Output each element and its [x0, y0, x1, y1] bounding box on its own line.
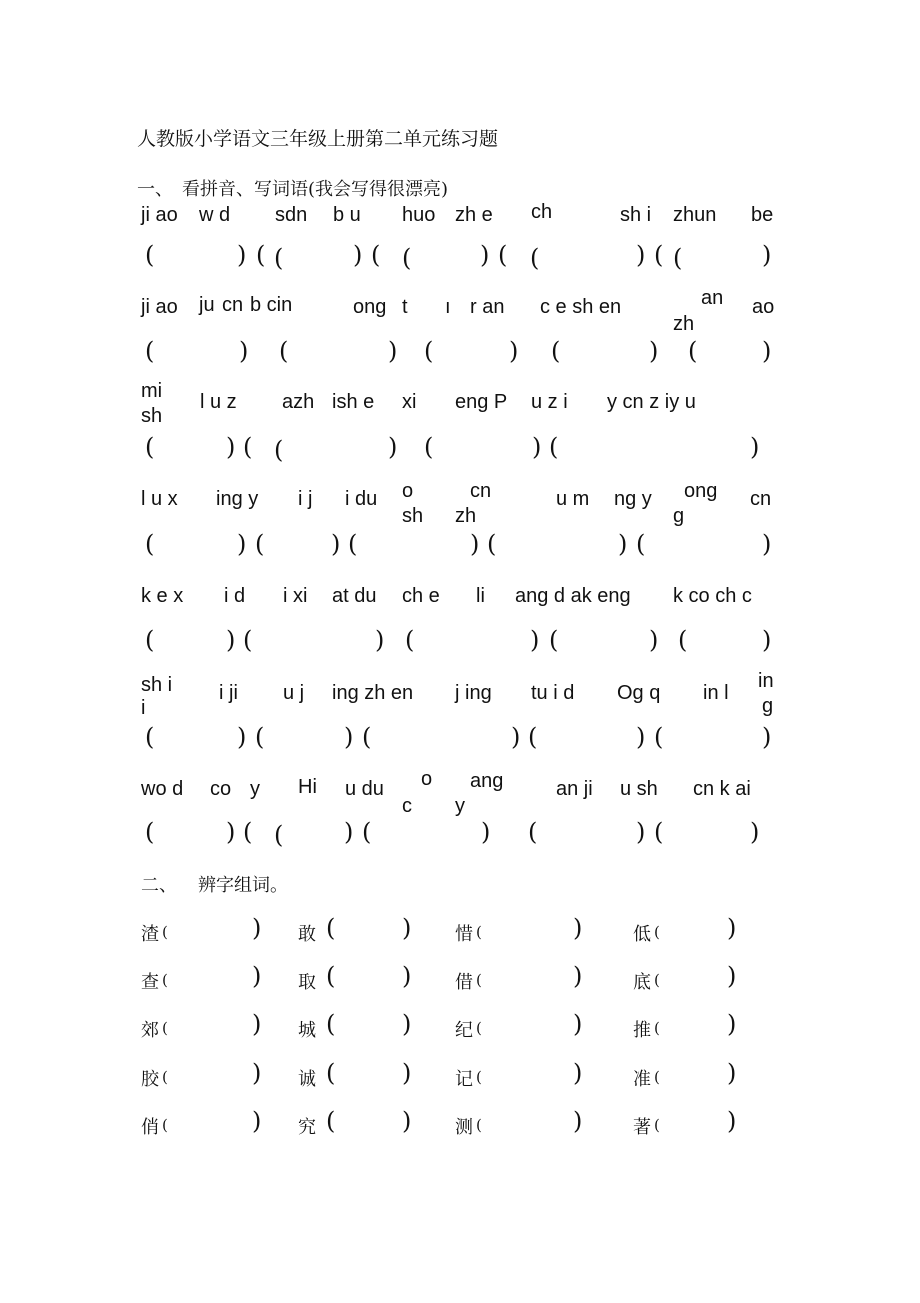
answer-paren-open: ( — [274, 244, 284, 272]
pinyin-syllable: at du — [332, 585, 377, 607]
answer-paren-close: ) — [573, 1107, 583, 1135]
char-label: 推 — [633, 1020, 651, 1041]
answer-paren-open: ( — [348, 530, 358, 558]
answer-paren-close: ) — [762, 723, 772, 751]
answer-paren-open: ( — [162, 923, 168, 941]
answer-paren-close: ) — [470, 530, 480, 558]
answer-paren-open: ( — [498, 241, 508, 269]
pinyin-syllable: y cn z iy u — [607, 391, 696, 413]
answer-paren-close: ) — [226, 818, 236, 846]
answer-paren-open: ( — [371, 241, 381, 269]
answer-paren-open: ( — [145, 337, 155, 365]
page-title: 人教版小学语文三年级上册第二单元练习题 — [137, 128, 499, 150]
answer-paren-open: ( — [528, 723, 538, 751]
pinyin-syllable: Og q — [617, 682, 661, 704]
section-1-number: 一、 — [137, 179, 173, 200]
answer-paren-open: ( — [402, 244, 412, 272]
answer-paren-close: ) — [402, 1107, 412, 1135]
pinyin-syllable: zhun — [673, 204, 717, 226]
answer-paren-close: ) — [750, 433, 760, 461]
answer-paren-close: ) — [239, 337, 249, 365]
pinyin-syllable: an ji — [556, 778, 593, 800]
answer-paren-close: ) — [344, 818, 354, 846]
answer-paren-close: ) — [226, 626, 236, 654]
char-label: 俏 — [141, 1117, 159, 1138]
answer-paren-open: ( — [326, 914, 336, 942]
pinyin-syllable: zh e — [455, 204, 493, 226]
pinyin-syllable: an — [701, 287, 724, 309]
pinyin-syllable: y — [455, 795, 465, 817]
answer-paren-close: ) — [252, 914, 262, 942]
answer-paren-open: ( — [405, 626, 415, 654]
pinyin-syllable: ao — [752, 296, 775, 318]
pinyin-syllable: w d — [199, 204, 231, 226]
answer-paren-close: ) — [237, 241, 247, 269]
pinyin-syllable: wo d — [141, 778, 184, 800]
pinyin-syllable: u z i — [531, 391, 568, 413]
answer-paren-close: ) — [762, 530, 772, 558]
pinyin-syllable: sh — [402, 505, 424, 527]
answer-paren-open: ( — [326, 1107, 336, 1135]
answer-paren-open: ( — [673, 244, 683, 272]
char-label: 诚 — [298, 1069, 316, 1090]
answer-paren-open: ( — [162, 1068, 168, 1086]
char-label: 胶 — [141, 1069, 159, 1090]
answer-paren-close: ) — [509, 337, 519, 365]
answer-paren-open: ( — [678, 626, 688, 654]
answer-paren-close: ) — [402, 1059, 412, 1087]
char-label: 低 — [633, 924, 651, 945]
answer-paren-close: ) — [237, 530, 247, 558]
answer-paren-open: ( — [476, 923, 482, 941]
answer-paren-close: ) — [353, 241, 363, 269]
answer-paren-open: ( — [243, 626, 253, 654]
char-label: 取 — [298, 972, 316, 993]
answer-paren-open: ( — [476, 971, 482, 989]
pinyin-syllable: eng P — [455, 391, 508, 413]
pinyin-syllable: ch — [531, 201, 553, 223]
answer-paren-close: ) — [573, 914, 583, 942]
pinyin-syllable: u j — [283, 682, 305, 704]
pinyin-syllable: xi — [402, 391, 417, 413]
answer-paren-open: ( — [274, 821, 284, 849]
pinyin-syllable: g — [673, 505, 685, 527]
char-label: 借 — [455, 972, 473, 993]
pinyin-syllable: u m — [556, 488, 590, 510]
pinyin-syllable: i ji — [219, 682, 238, 704]
pinyin-syllable: azh — [282, 391, 315, 413]
answer-paren-close: ) — [636, 818, 646, 846]
answer-paren-open: ( — [654, 723, 664, 751]
answer-paren-close: ) — [344, 723, 354, 751]
pinyin-syllable: y — [250, 778, 260, 800]
answer-paren-open: ( — [362, 723, 372, 751]
char-label: 准 — [633, 1069, 651, 1090]
pinyin-syllable: sh i — [141, 674, 173, 696]
answer-paren-close: ) — [762, 626, 772, 654]
answer-paren-open: ( — [145, 241, 155, 269]
pinyin-syllable: o — [421, 768, 433, 790]
answer-paren-open: ( — [326, 1010, 336, 1038]
answer-paren-close: ) — [252, 1107, 262, 1135]
pinyin-syllable: ju — [199, 294, 215, 316]
answer-paren-close: ) — [388, 433, 398, 461]
answer-paren-close: ) — [649, 337, 659, 365]
answer-paren-close: ) — [636, 723, 646, 751]
answer-paren-close: ) — [532, 433, 542, 461]
char-label: 底 — [633, 972, 651, 993]
answer-paren-close: ) — [402, 914, 412, 942]
answer-paren-open: ( — [256, 241, 266, 269]
answer-paren-open: ( — [255, 530, 265, 558]
pinyin-syllable: k e x — [141, 585, 184, 607]
answer-paren-open: ( — [487, 530, 497, 558]
answer-paren-open: ( — [145, 433, 155, 461]
pinyin-syllable: tu i d — [531, 682, 575, 704]
char-label: 渣 — [141, 924, 159, 945]
pinyin-syllable: cn — [470, 480, 492, 502]
answer-paren-open: ( — [654, 1068, 660, 1086]
pinyin-syllable: mi — [141, 380, 163, 402]
answer-paren-open: ( — [551, 337, 561, 365]
answer-paren-open: ( — [476, 1116, 482, 1134]
char-label: 纪 — [455, 1020, 473, 1041]
answer-paren-close: ) — [727, 914, 737, 942]
answer-paren-open: ( — [476, 1019, 482, 1037]
answer-paren-close: ) — [480, 241, 490, 269]
pinyin-syllable: ong — [684, 480, 718, 502]
pinyin-syllable: li — [476, 585, 485, 607]
answer-paren-open: ( — [145, 530, 155, 558]
answer-paren-open: ( — [326, 962, 336, 990]
pinyin-syllable: in — [758, 670, 774, 692]
answer-paren-open: ( — [145, 723, 155, 751]
pinyin-syllable: ji ao — [141, 204, 178, 226]
pinyin-syllable: c e sh en — [540, 296, 622, 318]
pinyin-syllable: i xi — [283, 585, 308, 607]
answer-paren-open: ( — [654, 971, 660, 989]
pinyin-syllable: be — [751, 204, 774, 226]
pinyin-syllable: ong — [353, 296, 387, 318]
pinyin-syllable: sdn — [275, 204, 308, 226]
pinyin-syllable: cn k ai — [693, 778, 751, 800]
char-label: 著 — [633, 1117, 651, 1138]
pinyin-syllable: ang — [470, 770, 504, 792]
section-2-heading: 辨字组词。 — [198, 875, 288, 896]
answer-paren-open: ( — [326, 1059, 336, 1087]
pinyin-syllable: l u z — [200, 391, 237, 413]
answer-paren-close: ) — [252, 962, 262, 990]
char-label: 记 — [455, 1069, 473, 1090]
char-label: 测 — [455, 1117, 473, 1138]
pinyin-syllable: huo — [402, 204, 436, 226]
char-label: 究 — [298, 1117, 316, 1138]
answer-paren-close: ) — [252, 1059, 262, 1087]
pinyin-syllable: ch e — [402, 585, 440, 607]
answer-paren-open: ( — [636, 530, 646, 558]
pinyin-syllable: cn — [750, 488, 772, 510]
pinyin-syllable: ji ao — [141, 296, 178, 318]
answer-paren-close: ) — [530, 626, 540, 654]
answer-paren-close: ) — [511, 723, 521, 751]
answer-paren-close: ) — [762, 241, 772, 269]
pinyin-syllable: cn — [222, 294, 244, 316]
answer-paren-close: ) — [636, 241, 646, 269]
answer-paren-close: ) — [618, 530, 628, 558]
section-1-heading: 看拼音、写词语(我会写得很漂亮) — [182, 179, 449, 200]
answer-paren-open: ( — [654, 241, 664, 269]
pinyin-syllable: in l — [703, 682, 729, 704]
pinyin-syllable: ı — [445, 296, 451, 318]
pinyin-syllable: ng y — [614, 488, 652, 510]
pinyin-syllable: b cin — [250, 294, 293, 316]
answer-paren-close: ) — [649, 626, 659, 654]
pinyin-syllable: u du — [345, 778, 384, 800]
answer-paren-open: ( — [243, 818, 253, 846]
answer-paren-open: ( — [162, 1116, 168, 1134]
char-label: 查 — [141, 972, 159, 993]
pinyin-syllable: i du — [345, 488, 378, 510]
pinyin-syllable: o — [402, 480, 414, 502]
answer-paren-open: ( — [362, 818, 372, 846]
answer-paren-close: ) — [388, 337, 398, 365]
answer-paren-close: ) — [762, 337, 772, 365]
answer-paren-close: ) — [481, 818, 491, 846]
answer-paren-open: ( — [549, 433, 559, 461]
char-label: 郊 — [141, 1020, 159, 1041]
pinyin-syllable: b u — [333, 204, 361, 226]
answer-paren-open: ( — [654, 1116, 660, 1134]
pinyin-syllable: c — [402, 795, 412, 817]
answer-paren-close: ) — [727, 1107, 737, 1135]
pinyin-syllable: ang d ak eng — [515, 585, 631, 607]
answer-paren-close: ) — [402, 962, 412, 990]
pinyin-syllable: i j — [298, 488, 313, 510]
answer-paren-open: ( — [654, 818, 664, 846]
answer-paren-open: ( — [162, 971, 168, 989]
pinyin-syllable: r an — [470, 296, 505, 318]
answer-paren-close: ) — [727, 962, 737, 990]
answer-paren-close: ) — [573, 962, 583, 990]
pinyin-syllable: ing y — [216, 488, 259, 510]
answer-paren-close: ) — [331, 530, 341, 558]
pinyin-syllable: co — [210, 778, 232, 800]
pinyin-syllable: t — [402, 296, 408, 318]
answer-paren-close: ) — [573, 1010, 583, 1038]
answer-paren-close: ) — [750, 818, 760, 846]
pinyin-syllable: sh — [141, 405, 163, 427]
answer-paren-open: ( — [654, 923, 660, 941]
pinyin-syllable: i — [141, 697, 146, 719]
answer-paren-close: ) — [727, 1059, 737, 1087]
pinyin-syllable: ish e — [332, 391, 375, 413]
answer-paren-close: ) — [727, 1010, 737, 1038]
pinyin-syllable: Hi — [298, 776, 317, 798]
answer-paren-open: ( — [688, 337, 698, 365]
answer-paren-open: ( — [145, 626, 155, 654]
answer-paren-close: ) — [226, 433, 236, 461]
answer-paren-open: ( — [549, 626, 559, 654]
pinyin-syllable: k co ch c — [673, 585, 752, 607]
pinyin-syllable: zh — [673, 313, 695, 335]
pinyin-syllable: i d — [224, 585, 246, 607]
pinyin-syllable: l u x — [141, 488, 178, 510]
answer-paren-open: ( — [243, 433, 253, 461]
answer-paren-open: ( — [145, 818, 155, 846]
pinyin-syllable: sh i — [620, 204, 652, 226]
answer-paren-open: ( — [162, 1019, 168, 1037]
answer-paren-open: ( — [255, 723, 265, 751]
pinyin-syllable: g — [762, 695, 774, 717]
pinyin-syllable: zh — [455, 505, 477, 527]
answer-paren-open: ( — [274, 436, 284, 464]
char-label: 敢 — [298, 924, 316, 945]
answer-paren-open: ( — [279, 337, 289, 365]
answer-paren-close: ) — [252, 1010, 262, 1038]
answer-paren-open: ( — [654, 1019, 660, 1037]
answer-paren-open: ( — [528, 818, 538, 846]
section-2-number: 二、 — [141, 875, 177, 896]
answer-paren-close: ) — [237, 723, 247, 751]
char-label: 惜 — [455, 924, 473, 945]
answer-paren-open: ( — [424, 433, 434, 461]
pinyin-syllable: j ing — [455, 682, 492, 704]
answer-paren-close: ) — [402, 1010, 412, 1038]
char-label: 城 — [298, 1020, 316, 1041]
answer-paren-open: ( — [530, 244, 540, 272]
answer-paren-open: ( — [476, 1068, 482, 1086]
pinyin-syllable: u sh — [620, 778, 658, 800]
answer-paren-close: ) — [375, 626, 385, 654]
answer-paren-open: ( — [424, 337, 434, 365]
pinyin-syllable: ing zh en — [332, 682, 414, 704]
answer-paren-close: ) — [573, 1059, 583, 1087]
